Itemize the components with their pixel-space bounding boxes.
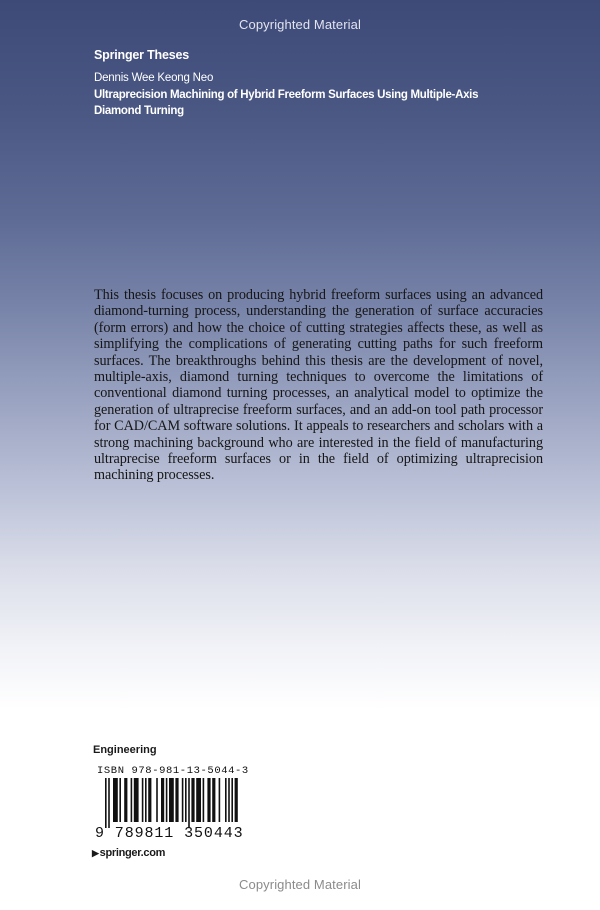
barcode-bar (131, 778, 133, 822)
barcode-bar (161, 778, 164, 822)
barcode-bar (175, 778, 178, 822)
barcode-bar (105, 778, 107, 828)
barcode-bar (203, 778, 205, 822)
subject-category: Engineering (93, 744, 157, 756)
barcode-bar (169, 778, 174, 822)
publisher-link[interactable] (92, 847, 165, 859)
barcode-bar (142, 778, 144, 822)
barcode-bar (182, 778, 184, 822)
barcode-bar (196, 778, 201, 822)
barcode-bar (166, 778, 168, 822)
barcode-bar (113, 778, 118, 822)
barcode-bar (188, 778, 190, 828)
book-title (94, 87, 514, 119)
barcode-bar (185, 778, 187, 822)
book-title-line-1: Ultraprecision Machining of Hybrid Freeform Surfaces Using Multiple-Axis (94, 89, 479, 101)
watermark-bottom: Copyrighted Material (239, 877, 361, 892)
isbn-barcode (95, 778, 241, 828)
barcode-bar (207, 778, 210, 822)
barcode-bar (119, 778, 121, 822)
triangle-right-icon: ▶ (92, 848, 99, 858)
barcode-bar (231, 778, 233, 822)
barcode-bar (235, 778, 238, 822)
author-name: Dennis Wee Keong Neo (94, 72, 214, 84)
barcode-bar (148, 778, 151, 822)
barcode-bar (219, 778, 221, 822)
barcode-bar (212, 778, 215, 822)
barcode-bar (225, 778, 227, 822)
blurb-text: This thesis focuses on producing hybrid freeform surfaces using an advanced diamond-turning process, understanding the generation of surface accuracies (form errors) and how the choice of cutting strategies affects these, as well as simplifying the complications of generating cutting paths for such freeform surfaces. The breakthroughs behind this thesis are the development of novel, multiple-axis, diamond turning techniques to overcome the limitations of conventional diamond turning processes, an analytical model to optimize the generation of ultraprecise freeform surfaces, and an add-on tool path processor for CAD/CAM software solutions. It appeals to researchers and scholars with a strong machining background who are interested in the field of manufacturing ultraprecise freeform surfaces or in the field of optimizing ultraprecision machining processes. (94, 287, 543, 484)
barcode-digits: 9 789811 350443 (95, 825, 244, 842)
publisher-name: springer.com (99, 847, 166, 859)
barcode-bar (134, 778, 139, 822)
barcode-bar (191, 778, 194, 822)
isbn-label: ISBN 978-981-13-5044-3 (97, 765, 249, 777)
barcode-bar (156, 778, 158, 822)
series-name: Springer Theses (94, 48, 189, 62)
book-title-line-2: Diamond Turning (94, 105, 184, 117)
barcode-bar (108, 778, 110, 828)
barcode-bar (145, 778, 147, 822)
barcode-bar (124, 778, 127, 822)
barcode-bar (228, 778, 230, 822)
watermark-top: Copyrighted Material (239, 17, 361, 32)
